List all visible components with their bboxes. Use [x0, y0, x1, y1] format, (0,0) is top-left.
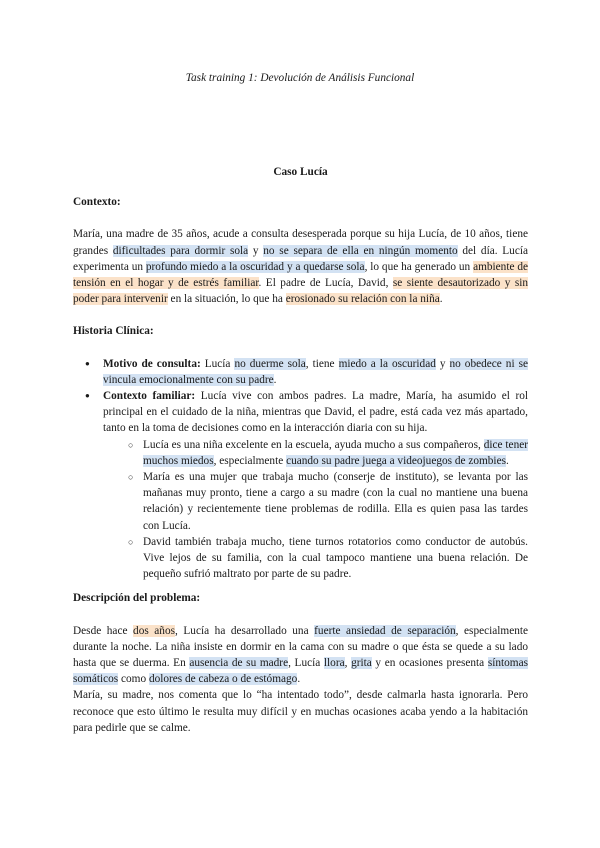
highlight: dos años — [133, 624, 176, 637]
document-header: Task training 1: Devolución de Análisis Funcional — [185, 72, 415, 84]
highlight: erosionado su relación con la niña — [285, 293, 440, 306]
descripcion-heading: Descripción del problema: — [73, 592, 201, 605]
highlight: se siente desautorizado y sin poder para intervenir — [73, 277, 529, 306]
document-body — [73, 164, 528, 736]
highlight: miedo a la oscuridad — [338, 357, 436, 370]
highlight: no se separa de ella en ningún momento — [263, 244, 458, 257]
highlight: dice tener muchos miedos — [143, 438, 528, 467]
family-sublist — [103, 437, 528, 583]
list-item-familiar: ● Contexto familiar: Lucía vive con ambos padres. La madre, María, ha asumido el rol principal en el cuidado de la niña, mientras que David, el padre, está cada vez más apartado, tanto en la toma de decisiones como en la interacción diaria con su hija. ○ Lucía es una niña excelente en la escuela, ayuda mucho a sus compañeros, dice tener muchos miedos, especialmente cuando su padre juega a videojuegos de zombies. ○ María es una mujer que trabaja mucho (conserje de instituto), se levanta por las mañanas muy pronto, tiene a cargo a su madre (con la cual no mantiene una buena relación) y recientemente tiene problemas de rodilla. Ella es quien pasa las tardes con Lucía. ○ David también trabaja mucho, tiene turnos rotatorios como conductor de autobús. Vive lejos de su familia, con la cual tampoco mantiene una buena relación. De pequeño sufrió maltrato por parte de su padre. — [103, 388, 528, 582]
descripcion-paragraph-2: María, su madre, nos comenta que lo “ha intentado todo”, desde calmarla hasta ignorarla. Pero reconoce que esto último le resulta muy difícil y en muchas ocasiones acaba yendo a la habitación para pedirle que se calme. — [73, 689, 528, 734]
case-title: Caso Lucía — [273, 166, 328, 178]
highlight: no obedece ni se vincula emocionalmente con su padre — [103, 357, 528, 386]
historia-list — [73, 356, 528, 583]
sublist-item-lucia: ○ Lucía es una niña excelente en la escuela, ayuda mucho a sus compañeros, dice tener muchos miedos, especialmente cuando su padre juega a videojuegos de zombies. — [143, 437, 528, 469]
highlight: cuando su padre juega a videojuegos de zombies — [286, 454, 506, 467]
contexto-paragraph: María, una madre de 35 años, acude a consulta desesperada porque su hija Lucía, de 10 años, tiene grandes dificultades para dormir sola y no se separa de ella en ningún momento del día. Lucía experimenta un profundo miedo a la oscuridad y a quedarse sola, lo que ha generado un ambiente de tensión en el hogar y de estrés familiar. El padre de Lucía, David, se siente desautorizado y sin poder para intervenir en la situación, lo que ha erosionado su relación con la niña. — [73, 228, 529, 306]
contexto-heading: Contexto: — [73, 196, 121, 209]
highlight: grita — [351, 657, 372, 670]
highlight: llora — [323, 657, 345, 670]
sublist-item-david: ○ David también trabaja mucho, tiene turnos rotatorios como conductor de autobús. Vive lejos de su familia, con la cual tampoco mantiene una buena relación. De pequeño sufrió maltrato por parte de su padre. — [143, 534, 528, 583]
highlight: no duerme sola — [234, 357, 306, 370]
historia-heading: Historia Clínica: — [73, 325, 154, 338]
highlight: dolores de cabeza o de estómago — [148, 673, 298, 686]
list-item-motivo: ● Motivo de consulta: Lucía no duerme sola, tiene miedo a la oscuridad y no obedece ni se vincula emocionalmente con su padre. — [103, 356, 528, 388]
highlight: fuerte ansiedad de separación — [314, 624, 456, 637]
highlight: profundo miedo a la oscuridad y a quedarse sola — [145, 260, 365, 273]
sublist-item-maria: ○ María es una mujer que trabaja mucho (conserje de instituto), se levanta por las mañanas muy pronto, tiene a cargo a su madre (con la cual no mantiene una buena relación) y recientemente tiene problemas de rodilla. Ella es quien pasa las tardes con Lucía. — [143, 469, 528, 534]
highlight: síntomas somáticos — [73, 657, 528, 686]
highlight: ausencia de su madre — [189, 657, 289, 670]
highlight: dificultades para dormir sola — [112, 244, 249, 257]
highlight: ambiente de tensión en el hogar y de estrés familiar — [73, 260, 529, 290]
descripcion-paragraph-1: Desde hace dos años, Lucía ha desarrollado una fuerte ansiedad de separación, especialmente durante la noche. La niña insiste en dormir en la cama con su madre o que ésta se quede a su lado hasta que se duerma. En ausencia de su madre, Lucía llora, grita y en ocasiones presenta síntomas somáticos como dolores de cabeza o de estómago. — [73, 624, 529, 686]
